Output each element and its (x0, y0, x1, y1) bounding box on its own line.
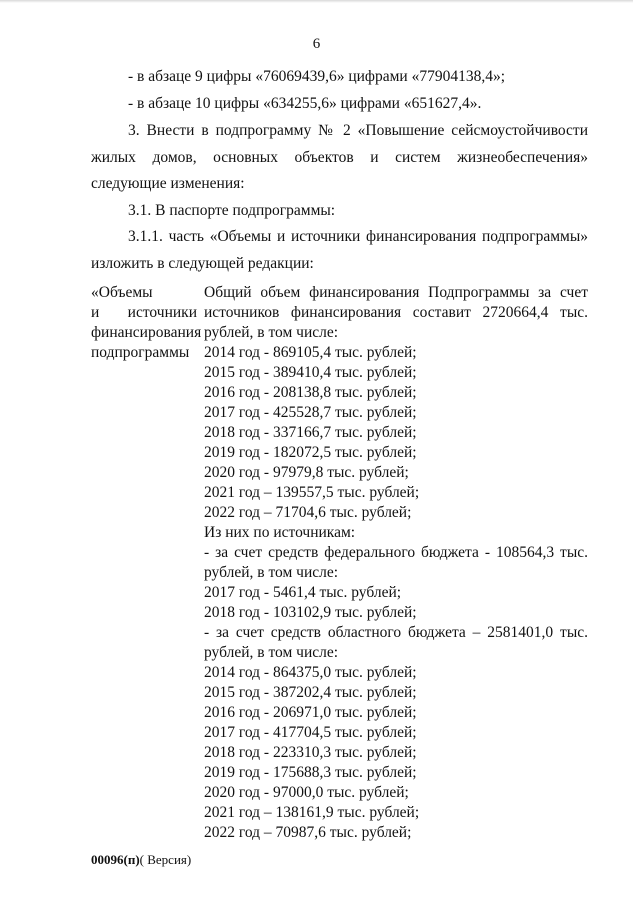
funding-intro-line: Общий объем финансирования Подпрограммы за счет (204, 284, 588, 301)
year-total-row: 2015 год - 389410,4 тыс. рублей; (204, 364, 417, 381)
regional-budget-line: - за счет средств областного бюджета – 2581401,0 тыс. (204, 624, 588, 641)
year-total-row: 2020 год - 97979,8 тыс. рублей; (204, 464, 409, 481)
table-left-label: финансирования (91, 324, 202, 341)
year-total-row: 2016 год - 208138,8 тыс. рублей; (204, 384, 417, 401)
year-regional-row: 2019 год - 175688,3 тыс. рублей; (204, 764, 417, 781)
page-number: 6 (312, 36, 321, 52)
paragraph-passport: 3.1. В паспорте подпрограммы: (128, 202, 336, 219)
year-federal-row: 2017 год - 5461,4 тыс. рублей; (204, 584, 402, 601)
year-regional-row: 2016 год - 206971,0 тыс. рублей; (204, 704, 417, 721)
year-total-row: 2014 год - 869105,4 тыс. рублей; (204, 344, 417, 361)
paragraph-line: изложить в следующей редакции: (91, 255, 314, 272)
paragraph-abzac-9: - в абзаце 9 цифры «76069439,6» цифрами «77904138,4»; (128, 68, 506, 85)
scan-edge (0, 0, 633, 3)
year-total-row: 2021 год – 139557,5 тыс. рублей; (204, 484, 420, 501)
document-code: 00096(п) (91, 852, 140, 867)
paragraph-abzac-10: - в абзаце 10 цифры «634255,6» цифрами «651627,4». (128, 95, 482, 112)
paragraph-line: 3. Внести в подпрограмму № 2 «Повышение сейсмоустойчивости (128, 122, 588, 139)
federal-budget-line: рублей, в том числе: (204, 564, 339, 581)
paragraph-subprogram-2 (91, 121, 588, 141)
year-regional-row: 2022 год – 70987,6 тыс. рублей; (204, 824, 412, 841)
year-total-row: 2019 год - 182072,5 тыс. рублей; (204, 444, 417, 461)
table-left-label: «Объемы (91, 284, 153, 301)
regional-budget-line: рублей, в том числе: (204, 644, 339, 661)
year-regional-row: 2014 год - 864375,0 тыс. рублей; (204, 664, 417, 681)
year-regional-row: 2020 год - 97000,0 тыс. рублей; (204, 784, 409, 801)
federal-budget-line: - за счет средств федерального бюджета - 108564,3 тыс. (204, 544, 588, 561)
funding-intro-line: источников финансирования составит 2720664,4 тыс. (204, 304, 588, 321)
document-footer (91, 852, 191, 868)
document-version: ( Версия) (139, 852, 192, 867)
paragraph-line: 3.1.1. часть «Объемы и источники финансирования подпрограммы» (128, 228, 588, 245)
paragraph-line: жилых домов, основных объектов и систем жизнеобеспечения» (91, 149, 588, 166)
year-regional-row: 2017 год - 417704,5 тыс. рублей; (204, 724, 417, 741)
funding-intro-line: рублей, в том числе: (204, 324, 339, 341)
table-left-label: подпрограммы (91, 344, 190, 361)
year-regional-row: 2015 год - 387202,4 тыс. рублей; (204, 684, 417, 701)
year-total-row: 2022 год – 71704,6 тыс. рублей; (204, 504, 412, 521)
paragraph-part-volumes (91, 227, 588, 247)
paragraph-line: следующие изменения: (91, 175, 245, 192)
sources-heading: Из них по источникам: (204, 524, 356, 541)
table-right-column (204, 283, 588, 843)
year-regional-row: 2021 год – 138161,9 тыс. рублей; (204, 804, 420, 821)
year-total-row: 2017 год - 425528,7 тыс. рублей; (204, 404, 417, 421)
year-total-row: 2018 год - 337166,7 тыс. рублей; (204, 424, 417, 441)
paragraph-subprogram-2-cont (91, 148, 588, 168)
year-federal-row: 2018 год - 103102,9 тыс. рублей; (204, 604, 417, 621)
year-regional-row: 2018 год - 223310,3 тыс. рублей; (204, 744, 417, 761)
table-left-column (91, 283, 202, 363)
table-left-label: и источники (91, 304, 197, 321)
